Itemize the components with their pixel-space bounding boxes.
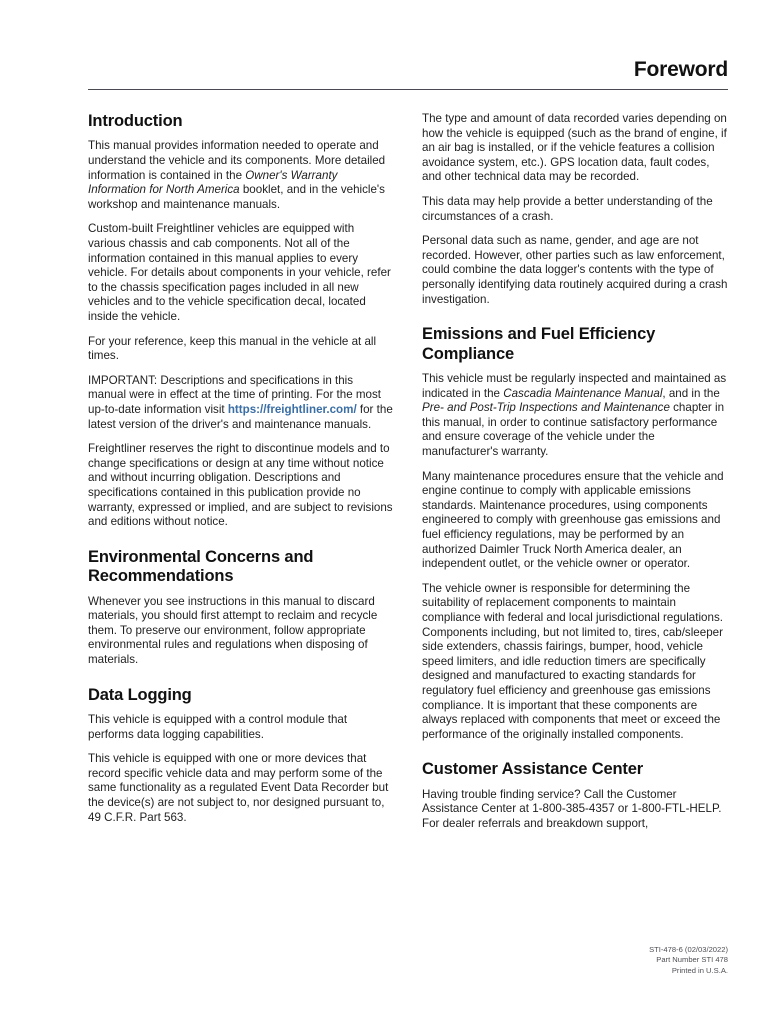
text-run: This vehicle is equipped with one or more devices that record specific vehicle data and may perform some of the same functionality as a regulated Event Data Recorder but the device(s) are not subject to, nor designed pursuant to, 49 C.F.R. Part 563. [88, 752, 389, 824]
body-paragraph [422, 195, 728, 224]
italic-title-reference: Owner's Warranty Information for North America [88, 168, 338, 197]
body-paragraph [88, 139, 394, 212]
freightliner-url-link[interactable]: https://freightliner.com/ [227, 402, 357, 416]
text-run: The type and amount of data recorded varies depending on how the vehicle is equipped (such as the brand of engine, if an air bag is installed, or if the vehicle features a collision avoidance system, etc.). GPS location data, fault codes, and other technical data may be recorded. [422, 112, 727, 184]
text-run: for the latest version of the driver's and maintenance manuals. [88, 402, 393, 431]
text-run: This vehicle is equipped with a control module that performs data logging capabilities. [88, 713, 348, 741]
body-paragraph [422, 582, 728, 743]
section-heading: Data Logging [88, 685, 192, 704]
body-paragraph [88, 752, 394, 825]
right-column [422, 112, 728, 902]
body-paragraph [422, 234, 728, 307]
text-run: , and in the [662, 386, 720, 400]
text-run: This manual provides information needed to operate and understand the vehicle and its components. More detailed information is contained in the [88, 139, 386, 182]
text-run: Personal data such as name, gender, and age are not recorded. However, other parties such as law enforcement, could combine the data logger's contents with the type of personally identifying data routinely acquired during a crash investigation. [422, 234, 728, 306]
body-paragraph [422, 788, 728, 832]
section-heading: Emissions and Fuel Efficiency Compliance [422, 325, 656, 363]
footer-line: Part Number STI 478 [656, 955, 728, 965]
page-title: Foreword [633, 58, 728, 81]
text-run: The vehicle owner is responsible for determining the suitability of replacement components to maintain compliance with federal and local jurisdictional regulations. Components including, but not limited to, tires, cab/sleeper side extenders, chassis fairings, bumper, hood, vehicle speed limiters, and idle reduction timers are specifically designed and manufactured to exacting standards for regulatory fuel efficiency and greenhouse gas emissions compliance. It is important that these components are always replaced with components that meet or exceed the performance of the originally installed components. [422, 581, 723, 741]
body-paragraph [422, 372, 728, 460]
page-footer [649, 945, 728, 976]
section-heading: Environmental Concerns and Recommendations [88, 547, 314, 586]
text-run: For your reference, keep this manual in the vehicle at all times. [88, 334, 377, 363]
italic-title-reference: Pre- and Post-Trip Inspections and Maintenance [422, 401, 670, 415]
text-run: Having trouble finding service? Call the Customer Assistance Center at 1-800-385-4357 or 1-800-FTL-HELP. For dealer referrals and breakdown support, [422, 787, 722, 830]
section-heading: Introduction [88, 112, 183, 130]
text-run: Many maintenance procedures ensure that the vehicle and engine continue to comply with applicable emissions standards. Maintenance procedures, using components engineered to comply with greenhouse gas emissions and fuel efficiency regulations, may be performed by an authorized Daimler Truck North America dealer, an independent outlet, or the vehicle owner or operator. [422, 469, 724, 571]
text-run: Whenever you see instructions in this manual to discard materials, you should first attempt to reclaim and recycle them. To preserve our environment, follow appropriate environmental rules and regulations when disposing of materials. [88, 594, 378, 667]
body-paragraph [88, 374, 394, 432]
left-column [88, 112, 394, 902]
body-paragraph [422, 112, 728, 185]
italic-title-reference: Cascadia Maintenance Manual [503, 386, 663, 400]
body-paragraph [422, 470, 728, 572]
body-paragraph [88, 442, 394, 530]
text-run: Freightliner reserves the right to discontinue models and to change specifications or design at any time without notice and without incurring obligation. Descriptions and specifications contained in this publication provide no warranty, expressed or implied, and are subject to revisions and editions without notice. [88, 442, 393, 529]
body-paragraph [88, 713, 394, 742]
two-column-body [88, 112, 728, 902]
text-run: chapter in this manual, in order to continue satisfactory performance and ensure coverage of the vehicle under the manufacturer's warranty. [422, 401, 725, 459]
page-header [88, 58, 728, 90]
text-run: This data may help provide a better understanding of the circumstances of a crash. [422, 194, 713, 223]
text-run: booklet, and in the vehicle's workshop and maintenance manuals. [88, 183, 385, 211]
header-divider [88, 89, 728, 90]
body-paragraph [88, 335, 394, 364]
text-run: Custom-built Freightliner vehicles are equipped with various chassis and cab components. Not all of the information contained in this manual applies to every vehicle. For details about components in your vehicle, refer to the chassis specification pages included in all new vehicles and to the vehicle specification decal, located inside the vehicle. [88, 222, 391, 323]
footer-line: STI-478-6 (02/03/2022) [649, 944, 728, 954]
text-run: This vehicle must be regularly inspected and maintained as indicated in the [422, 372, 727, 400]
footer-line: Printed in U.S.A. [671, 965, 728, 975]
body-paragraph [88, 595, 394, 668]
text-run: IMPORTANT: Descriptions and specifications in this manual were in effect at the time of printing. For the most up-to-date information visit [88, 373, 381, 416]
body-paragraph [88, 222, 394, 324]
section-heading: Customer Assistance Center [422, 760, 644, 779]
